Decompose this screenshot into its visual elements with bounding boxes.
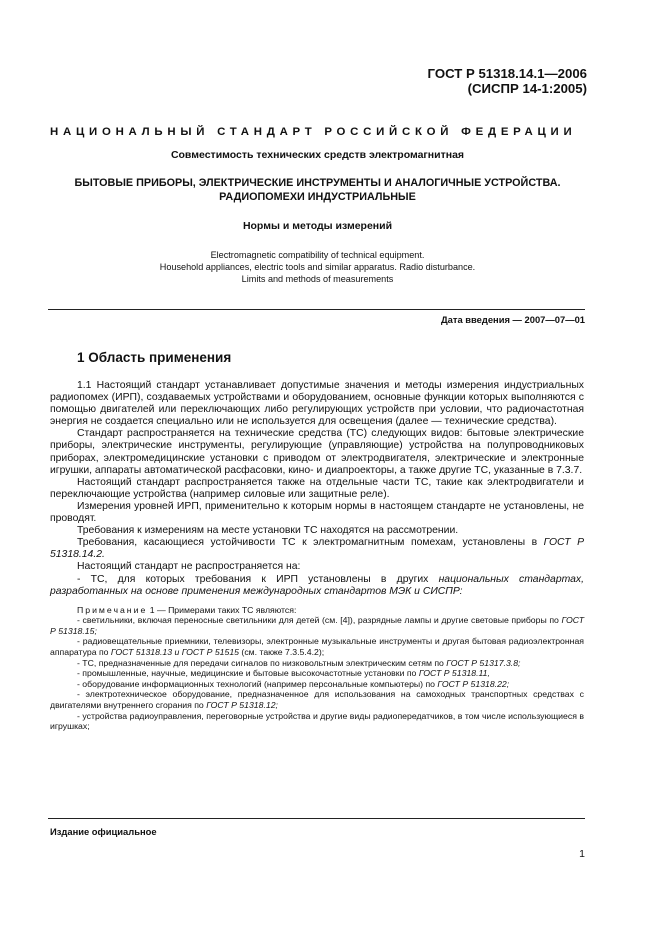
introduction-date: Дата введения — 2007—07—01 [440,314,585,325]
gost-number: ГОСТ Р 51318.14.1—2006 [427,66,587,81]
cispr-number: (СИСПР 14-1:2005) [467,81,587,96]
paragraph-immunity [50,537,584,561]
note-item-reference: ГОСТ Р 51318.11, [418,668,490,679]
title-line-2: РАДИОПОМЕХИ ИНДУСТРИАЛЬНЫЕ [219,191,416,203]
title-line-1: БЫТОВЫЕ ПРИБОРЫ, ЭЛЕКТРИЧЕСКИЕ ИНСТРУМЕНТЫ И АНАЛОГИЧНЫЕ УСТРОЙСТВА. [74,177,561,189]
paragraph-scope: Стандарт распространяется на технические средства (ТС) следующих видов: бытовые электрические приборы, электрические инструменты, регулирующие (управляющие) устройства на полупроводниковых приборах, электромедицинские установки с приводом от электродвигателя, электрические и электронные игрушки, аппараты автоматической расфасовки, кино- и диапроекторы, а также другие ТС, указанные в 7.3.7. [50,428,584,476]
note-heading [50,605,584,616]
note-item [50,679,584,690]
note-item [50,615,584,636]
english-title [50,249,585,285]
document-header [428,66,587,96]
page-number: 1 [579,848,585,860]
note-item [50,668,584,679]
paragraph-measurements: Измерения уровней ИРП, применительно к которым нормы в настоящем стандарте не установлены, не проводят. [50,500,584,525]
exclusion-1-text: - ТС, для которых требования к ИРП установлены в других [77,573,429,585]
paragraph-exclusions: Настоящий стандарт не распространяется на: [77,561,301,573]
note-item: - устройства радиоуправления, переговорные устройства и другие виды радиопередатчиков, в том числе использующиеся в игрушках; [50,710,584,732]
english-line-3: Limits and methods of measurements [241,274,394,284]
note-item-text: - светильники, включая переносные светильники для детей (см. [4]), разрядные лампы и другие световые приборы по [77,615,559,626]
note-item-tail: (см. также 7.3.5.4.2); [241,647,325,658]
note-item-text: - оборудование информационных технологий (например персональные компьютеры) по [77,678,435,689]
standard-title [50,176,585,204]
note-item-text: - ТС, предназначенные для передачи сигналов по низковольтным электрическим сетям по [77,657,444,668]
paragraph-site-measurements: Требования к измерениям на месте установки ТС находятся на рассмотрении. [77,525,459,537]
note-item-reference: ГОСТ 51318.13 [110,647,173,658]
note-item [50,658,584,669]
paragraph-exclusion-1 [50,574,584,598]
note-item-reference: ГОСТ Р 51318.15; [50,615,585,636]
note-item-reference: ГОСТ Р 51318.12; [206,700,278,711]
official-edition: Издание официальное [50,826,157,837]
note-item [50,636,584,657]
horizontal-divider [48,309,585,310]
paragraph-parts: Настоящий стандарт распространяется также на отдельные части ТС, такие как электродвигатели и переключающие устройства (например силовые или защитные реле). [50,476,584,500]
note-item-text: - электротехническое оборудование, предназначенное для использования на самоходных транспортных средствах с двигателями внутреннего сгорания по [50,689,584,711]
exclusion-1-reference: национальных стандартах, разработанных на основе применения международных стандартов МЭК и СИСПР: [50,573,584,597]
note-item-reference: ГОСТ Р 51317.3.8; [446,657,521,668]
note-label: Примечание [77,604,148,615]
note-item-reference: ГОСТ Р 51515 [181,647,239,658]
immunity-reference: ГОСТ Р 51318.14.2. [50,537,585,561]
standard-subtitle: Совместимость технических средств электромагнитная [170,149,465,161]
english-line-2: Household appliances, electric tools and similar apparatus. Radio disturbance. [159,262,476,272]
norms-title: Нормы и методы измерений [242,220,393,232]
note-intro: 1 — Примерами таких ТС являются: [149,604,297,615]
note-block [50,605,584,732]
section-body [50,380,584,732]
note-item [50,689,584,710]
note-item-conjunction: и [174,647,180,658]
note-item-reference: ГОСТ Р 51318.22; [437,678,510,689]
note-item-text: - радиовещательные приемники, телевизоры, электронные музыкальные инструменты и другая бытовая радиоэлектронная аппаратура по [50,636,584,658]
footer-divider [48,818,585,819]
national-standard-banner: НАЦИОНАЛЬНЫЙ СТАНДАРТ РОССИЙСКОЙ ФЕДЕРАЦИИ [50,126,577,138]
english-line-1: Electromagnetic compatibility of technical equipment. [210,250,425,260]
immunity-text: Требования, касающиеся устойчивости ТС к электромагнитным помехам, установлены в [77,537,538,549]
note-item-text: - промышленные, научные, медицинские и бытовые высокочастотные установки по [77,668,417,679]
paragraph-1-1: 1.1 Настоящий стандарт устанавливает допустимые значения и методы измерения индустриальных радиопомех (ИРП), создаваемых устройствами и оборудованием, основные функции которых выполняются с помощью двигателей или переключающих либо регулирующих устройств при условии, что радиочастотная энергия не создается специально или не используется для освещения (далее — технические средства). [50,380,584,428]
section-title: 1 Область применения [77,350,232,365]
